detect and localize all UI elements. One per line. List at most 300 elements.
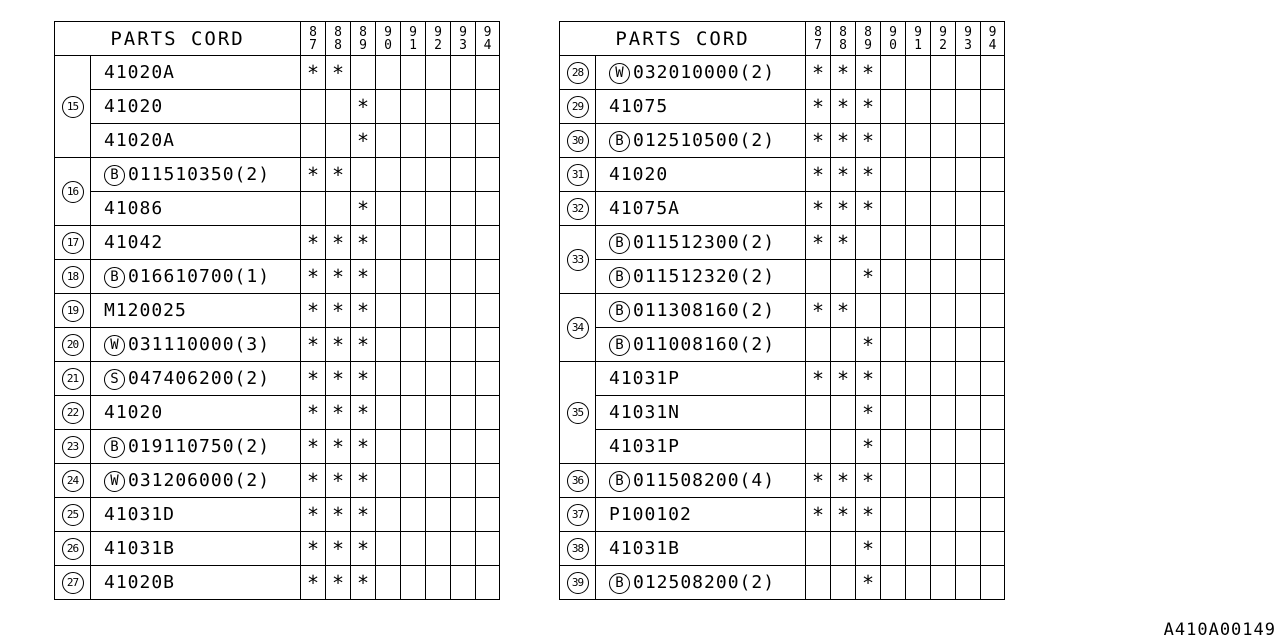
applicability-mark: [351, 158, 376, 192]
part-prefix-badge: W: [609, 63, 630, 84]
applicability-mark: [881, 294, 906, 328]
ref-number-cell: [55, 260, 91, 294]
applicability-mark: [401, 158, 426, 192]
ref-number: 37: [567, 504, 589, 526]
applicability-mark: [376, 566, 401, 600]
part-code: 011508200(4): [633, 469, 776, 491]
applicability-mark: [301, 192, 326, 226]
applicability-mark: [476, 56, 500, 90]
part-code: 41020: [104, 96, 164, 117]
ref-number: 21: [62, 368, 84, 390]
applicability-mark: [906, 260, 931, 294]
applicability-mark: *: [326, 464, 351, 498]
applicability-mark: [931, 396, 956, 430]
applicability-mark: [906, 566, 931, 600]
applicability-mark: [931, 90, 956, 124]
table-row: [560, 158, 1005, 192]
applicability-mark: *: [326, 294, 351, 328]
ref-number-cell: [560, 566, 596, 600]
year-header: [301, 22, 326, 56]
ref-number-cell: [55, 294, 91, 328]
part-prefix-badge: B: [609, 335, 630, 356]
applicability-mark: *: [831, 124, 856, 158]
ref-number-cell: [55, 328, 91, 362]
applicability-mark: [401, 362, 426, 396]
applicability-mark: [426, 328, 451, 362]
applicability-mark: [451, 124, 476, 158]
table-row: [55, 566, 500, 600]
table-row: [55, 430, 500, 464]
part-code-cell: [596, 532, 806, 566]
applicability-mark: [981, 124, 1005, 158]
part-code-cell: [91, 396, 301, 430]
applicability-mark: [881, 158, 906, 192]
year-digit: 9: [483, 24, 492, 40]
year-header: [806, 22, 831, 56]
part-code-cell: [596, 498, 806, 532]
year-digit: 8: [839, 24, 847, 40]
applicability-mark: [831, 566, 856, 600]
part-code: M120025: [104, 300, 187, 321]
applicability-mark: [401, 90, 426, 124]
year-digit: 9: [864, 37, 872, 53]
ref-number-cell: [55, 158, 91, 226]
applicability-mark: [426, 430, 451, 464]
applicability-mark: *: [831, 498, 856, 532]
table-row: [560, 90, 1005, 124]
part-code: 016610700(1): [128, 265, 271, 287]
part-code: 012508200(2): [633, 571, 776, 593]
applicability-mark: [881, 192, 906, 226]
applicability-mark: [881, 124, 906, 158]
ref-number: 38: [567, 538, 589, 560]
applicability-mark: [956, 260, 981, 294]
year-digit: 9: [889, 24, 897, 40]
applicability-mark: [831, 396, 856, 430]
ref-number: 26: [62, 538, 84, 560]
part-code: 031110000(3): [128, 333, 271, 355]
part-code-cell: [91, 362, 301, 396]
ref-number-cell: [55, 396, 91, 430]
table-row: [55, 362, 500, 396]
applicability-mark: [426, 226, 451, 260]
applicability-mark: *: [301, 362, 326, 396]
ref-number-cell: [560, 124, 596, 158]
part-code: 011510350(2): [128, 163, 271, 185]
part-code-cell: [596, 430, 806, 464]
year-header: [956, 22, 981, 56]
parts-table-right: [559, 21, 1005, 600]
table-row: [560, 566, 1005, 600]
applicability-mark: [881, 498, 906, 532]
year-digit: 1: [409, 37, 417, 53]
applicability-mark: [931, 192, 956, 226]
applicability-mark: [956, 158, 981, 192]
applicability-mark: [881, 226, 906, 260]
year-header: [476, 22, 500, 56]
applicability-mark: [426, 464, 451, 498]
ref-number-cell: [55, 430, 91, 464]
part-code-cell: [91, 192, 301, 226]
applicability-mark: [956, 396, 981, 430]
applicability-mark: *: [351, 90, 376, 124]
ref-number-cell: [55, 362, 91, 396]
part-code: 011512320(2): [633, 265, 776, 287]
table-row: [560, 464, 1005, 498]
part-code: 011512300(2): [633, 231, 776, 253]
applicability-mark: [401, 260, 426, 294]
table-row: [560, 328, 1005, 362]
applicability-mark: *: [326, 328, 351, 362]
ref-number: 18: [62, 266, 84, 288]
parts-cord-header: PARTS CORD: [55, 22, 301, 56]
applicability-mark: [806, 328, 831, 362]
applicability-mark: [426, 362, 451, 396]
applicability-mark: *: [856, 430, 881, 464]
part-code-cell: [91, 498, 301, 532]
ref-number: 20: [62, 334, 84, 356]
applicability-mark: [426, 158, 451, 192]
year-header: [351, 22, 376, 56]
applicability-mark: [906, 124, 931, 158]
header-row: [560, 22, 1005, 56]
part-prefix-badge: S: [104, 369, 125, 390]
ref-number-cell: [560, 192, 596, 226]
applicability-mark: [956, 90, 981, 124]
table-row: [55, 328, 500, 362]
ref-number-cell: [560, 56, 596, 90]
applicability-mark: *: [831, 90, 856, 124]
applicability-mark: [956, 566, 981, 600]
ref-number: 29: [567, 96, 589, 118]
applicability-mark: [931, 464, 956, 498]
applicability-mark: [906, 294, 931, 328]
ref-number: 28: [567, 62, 589, 84]
applicability-mark: [376, 158, 401, 192]
year-digit: 3: [459, 37, 467, 53]
applicability-mark: *: [301, 328, 326, 362]
applicability-mark: [376, 260, 401, 294]
part-code: 41031D: [104, 504, 176, 525]
applicability-mark: *: [806, 90, 831, 124]
applicability-mark: *: [351, 328, 376, 362]
year-header: [831, 22, 856, 56]
applicability-mark: [476, 226, 500, 260]
part-code-cell: [91, 90, 301, 124]
ref-number: 39: [567, 572, 589, 594]
applicability-mark: [931, 158, 956, 192]
part-code: 031206000(2): [128, 469, 271, 491]
part-code: 41031P: [609, 368, 681, 389]
applicability-mark: [476, 566, 500, 600]
part-code-cell: [91, 532, 301, 566]
applicability-mark: [831, 430, 856, 464]
applicability-mark: [426, 56, 451, 90]
applicability-mark: [401, 328, 426, 362]
applicability-mark: *: [856, 532, 881, 566]
applicability-mark: [426, 532, 451, 566]
ref-number: 23: [62, 436, 84, 458]
part-code-cell: [596, 464, 806, 498]
applicability-mark: [931, 294, 956, 328]
applicability-mark: *: [351, 396, 376, 430]
applicability-mark: *: [326, 396, 351, 430]
applicability-mark: *: [806, 498, 831, 532]
applicability-mark: [931, 498, 956, 532]
ref-number-cell: [55, 498, 91, 532]
applicability-mark: [451, 498, 476, 532]
applicability-mark: *: [856, 362, 881, 396]
year-digit: 8: [359, 24, 367, 40]
applicability-mark: [476, 430, 500, 464]
part-code-cell: [91, 260, 301, 294]
part-code-cell: [91, 158, 301, 192]
applicability-mark: *: [831, 294, 856, 328]
applicability-mark: [451, 328, 476, 362]
ref-number: 17: [62, 232, 84, 254]
applicability-mark: *: [326, 226, 351, 260]
applicability-mark: *: [326, 362, 351, 396]
applicability-mark: [451, 430, 476, 464]
applicability-mark: *: [301, 464, 326, 498]
applicability-mark: [906, 430, 931, 464]
applicability-mark: [476, 362, 500, 396]
applicability-mark: *: [326, 532, 351, 566]
table-row: [55, 396, 500, 430]
part-code-cell: [91, 430, 301, 464]
applicability-mark: *: [351, 192, 376, 226]
applicability-mark: [376, 226, 401, 260]
applicability-mark: [426, 90, 451, 124]
applicability-mark: [426, 396, 451, 430]
applicability-mark: *: [351, 566, 376, 600]
applicability-mark: *: [301, 158, 326, 192]
applicability-mark: [376, 362, 401, 396]
ref-number-cell: [560, 294, 596, 362]
applicability-mark: *: [856, 124, 881, 158]
applicability-mark: [376, 328, 401, 362]
applicability-mark: [401, 192, 426, 226]
applicability-mark: [881, 464, 906, 498]
applicability-mark: [451, 56, 476, 90]
year-header: [326, 22, 351, 56]
part-prefix-badge: B: [609, 131, 630, 152]
applicability-mark: *: [351, 124, 376, 158]
part-code: P100102: [609, 504, 692, 525]
applicability-mark: [376, 124, 401, 158]
applicability-mark: *: [831, 56, 856, 90]
part-code: 41031B: [104, 538, 176, 559]
ref-number-cell: [560, 226, 596, 294]
applicability-mark: [956, 362, 981, 396]
applicability-mark: [856, 294, 881, 328]
applicability-mark: [806, 566, 831, 600]
part-prefix-badge: B: [609, 573, 630, 594]
applicability-mark: *: [806, 56, 831, 90]
year-header: [856, 22, 881, 56]
part-code-cell: [596, 192, 806, 226]
table-row: [560, 532, 1005, 566]
applicability-mark: *: [806, 294, 831, 328]
applicability-mark: [881, 328, 906, 362]
applicability-mark: [906, 158, 931, 192]
ref-number-cell: [560, 158, 596, 192]
part-prefix-badge: B: [609, 267, 630, 288]
part-code-cell: [91, 124, 301, 158]
table-row: [560, 124, 1005, 158]
applicability-mark: [376, 498, 401, 532]
applicability-mark: [981, 260, 1005, 294]
applicability-mark: *: [806, 192, 831, 226]
applicability-mark: *: [301, 532, 326, 566]
applicability-mark: [806, 396, 831, 430]
part-prefix-badge: W: [104, 335, 125, 356]
applicability-mark: [906, 464, 931, 498]
part-code: 41020B: [104, 572, 176, 593]
applicability-mark: [906, 498, 931, 532]
table-row: [55, 294, 500, 328]
table-row: [560, 226, 1005, 260]
table-row: [560, 56, 1005, 90]
applicability-mark: [451, 464, 476, 498]
part-code: 41020: [104, 402, 164, 423]
applicability-mark: *: [856, 396, 881, 430]
applicability-mark: [981, 566, 1005, 600]
applicability-mark: [426, 260, 451, 294]
ref-number: 19: [62, 300, 84, 322]
table-row: [55, 158, 500, 192]
applicability-mark: [981, 158, 1005, 192]
year-header: [931, 22, 956, 56]
applicability-mark: *: [856, 566, 881, 600]
part-code: 032010000(2): [633, 61, 776, 83]
year-header: [426, 22, 451, 56]
applicability-mark: [956, 328, 981, 362]
applicability-mark: [956, 226, 981, 260]
applicability-mark: [376, 464, 401, 498]
applicability-mark: *: [856, 158, 881, 192]
year-digit: 9: [409, 24, 417, 40]
applicability-mark: [351, 56, 376, 90]
part-code: 012510500(2): [633, 129, 776, 151]
year-digit: 9: [384, 24, 392, 40]
applicability-mark: [806, 532, 831, 566]
applicability-mark: [981, 294, 1005, 328]
part-code-cell: [596, 90, 806, 124]
applicability-mark: [956, 532, 981, 566]
table-row: [55, 56, 500, 90]
part-code: 011308160(2): [633, 299, 776, 321]
ref-number: 36: [567, 470, 589, 492]
applicability-mark: [476, 532, 500, 566]
applicability-mark: [401, 124, 426, 158]
applicability-mark: [881, 396, 906, 430]
part-code: 41020A: [104, 130, 176, 151]
applicability-mark: *: [831, 464, 856, 498]
applicability-mark: [376, 90, 401, 124]
applicability-mark: [401, 396, 426, 430]
applicability-mark: [956, 192, 981, 226]
part-code-cell: [596, 294, 806, 328]
applicability-mark: *: [326, 56, 351, 90]
applicability-mark: *: [831, 226, 856, 260]
applicability-mark: *: [326, 260, 351, 294]
table-row: [55, 498, 500, 532]
part-prefix-badge: B: [104, 437, 125, 458]
applicability-mark: *: [351, 430, 376, 464]
applicability-mark: [931, 260, 956, 294]
applicability-mark: [476, 260, 500, 294]
applicability-mark: [956, 124, 981, 158]
part-code: 41031P: [609, 436, 681, 457]
year-digit: 2: [434, 37, 442, 53]
part-code-cell: [596, 328, 806, 362]
ref-number: 34: [567, 317, 589, 339]
applicability-mark: [906, 362, 931, 396]
table-row: [560, 396, 1005, 430]
applicability-mark: [981, 56, 1005, 90]
applicability-mark: [881, 430, 906, 464]
applicability-mark: [376, 430, 401, 464]
applicability-mark: [981, 498, 1005, 532]
applicability-mark: *: [856, 90, 881, 124]
applicability-mark: [981, 430, 1005, 464]
applicability-mark: [956, 498, 981, 532]
year-digit: 8: [814, 24, 822, 40]
applicability-mark: [981, 192, 1005, 226]
applicability-mark: [931, 56, 956, 90]
applicability-mark: [476, 396, 500, 430]
year-digit: 9: [988, 24, 997, 40]
year-digit: 7: [309, 37, 317, 53]
applicability-mark: [981, 226, 1005, 260]
applicability-mark: *: [806, 464, 831, 498]
part-code-cell: [596, 396, 806, 430]
part-code-cell: [596, 56, 806, 90]
applicability-mark: *: [856, 328, 881, 362]
applicability-mark: [401, 532, 426, 566]
part-code: 41075A: [609, 198, 681, 219]
applicability-mark: [451, 192, 476, 226]
applicability-mark: [451, 226, 476, 260]
applicability-mark: *: [806, 124, 831, 158]
year-digit: 9: [459, 24, 467, 40]
ref-number: 22: [62, 402, 84, 424]
applicability-mark: [881, 90, 906, 124]
applicability-mark: *: [351, 294, 376, 328]
part-code-cell: [91, 56, 301, 90]
part-code-cell: [596, 124, 806, 158]
applicability-mark: *: [301, 260, 326, 294]
applicability-mark: [906, 56, 931, 90]
year-digit: 4: [483, 37, 492, 53]
year-digit: 8: [864, 24, 872, 40]
ref-number-cell: [560, 90, 596, 124]
part-code: 41031B: [609, 538, 681, 559]
ref-number: 16: [62, 181, 84, 203]
applicability-mark: *: [351, 498, 376, 532]
ref-number: 24: [62, 470, 84, 492]
ref-number: 25: [62, 504, 84, 526]
part-code-cell: [596, 226, 806, 260]
year-digit: 2: [939, 37, 947, 53]
part-code-cell: [91, 294, 301, 328]
year-digit: 0: [889, 37, 897, 53]
ref-number-cell: [560, 362, 596, 464]
applicability-mark: *: [301, 498, 326, 532]
applicability-mark: [401, 294, 426, 328]
applicability-mark: *: [831, 158, 856, 192]
